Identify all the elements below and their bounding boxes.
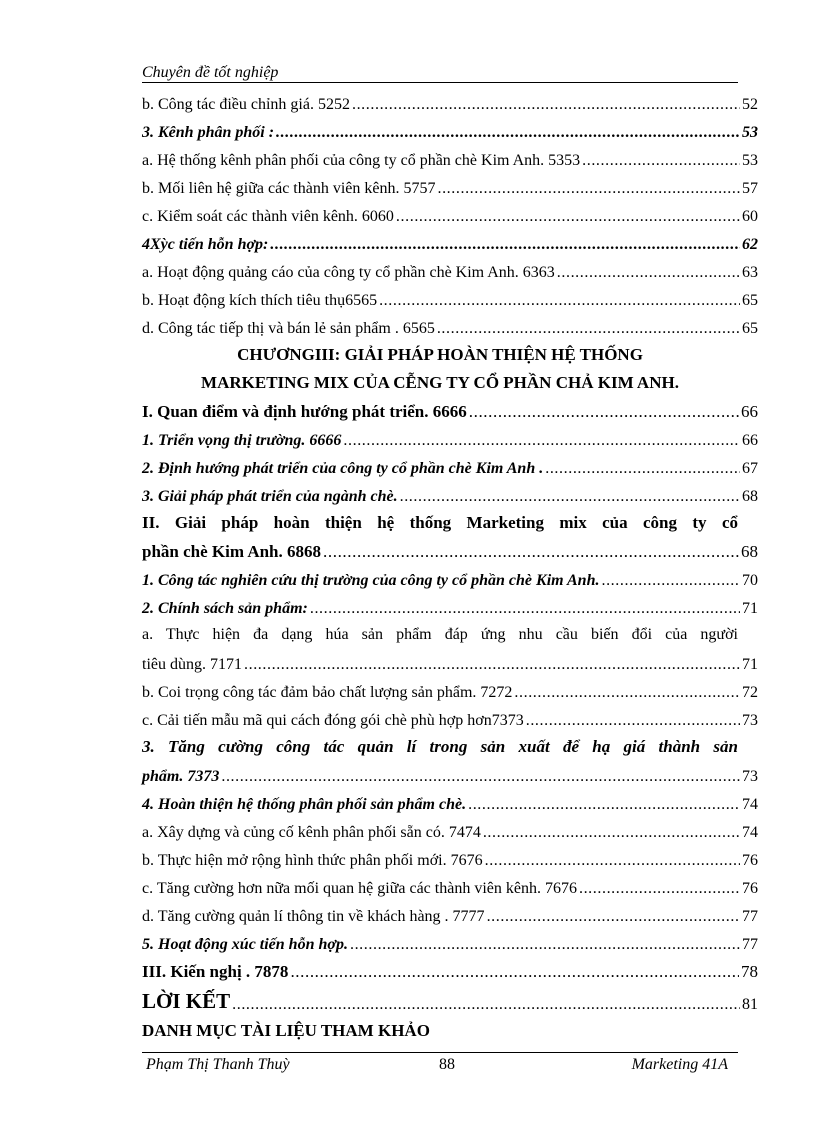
toc-entry <box>142 982 758 1014</box>
toc-entry <box>142 422 758 450</box>
toc-entry <box>142 450 758 478</box>
toc-page-number: 71 <box>742 656 758 673</box>
toc-page-number: 67 <box>742 460 758 477</box>
toc-entry-text: a. Hệ thống kênh phân phối của công ty cổ phần chè Kim Anh. 5353 <box>142 152 581 169</box>
running-header: Chuyên đề tốt nghiệp <box>142 64 738 83</box>
toc-page-number: 66 <box>742 432 758 449</box>
toc-page-number: 68 <box>741 542 758 561</box>
toc-entry <box>142 646 758 674</box>
toc-entry-text: b. Thực hiện mở rộng hình thức phân phối mới. 7676 <box>142 852 483 869</box>
toc-entry-text: d. Tăng cường quản lí thông tin về khách hàng . 7777 <box>142 908 485 925</box>
toc-entry <box>142 562 758 590</box>
toc-entry <box>142 870 758 898</box>
toc-entry <box>142 142 758 170</box>
toc-entry <box>142 842 758 870</box>
toc-entry-text: a. Hoạt động quảng cáo của công ty cổ phần chè Kim Anh. 6363 <box>142 264 555 281</box>
toc-page-number: 74 <box>742 796 758 813</box>
table-of-contents <box>142 86 758 1040</box>
toc-entry-text: LỜI KẾT <box>142 989 231 1013</box>
toc-entry-text: c. Tăng cường hơn nữa mối quan hệ giữa các thành viên kênh. 7676 <box>142 880 577 897</box>
toc-entry-text: c. Cải tiến mẫu mã qui cách đóng gói chè phù hợp hơn7373 <box>142 712 524 729</box>
toc-page-number: 71 <box>742 600 758 617</box>
toc-entry <box>142 226 758 254</box>
toc-entry <box>142 758 758 786</box>
toc-entry-text: 3. Kênh phân phối : <box>142 124 275 141</box>
toc-entry <box>142 282 758 310</box>
footer-course: Marketing 41A <box>631 1056 728 1073</box>
toc-entry-text: a. Xây dựng và củng cố kênh phân phối sẵn có. 7474 <box>142 824 481 841</box>
toc-entry <box>142 310 758 338</box>
toc-entry <box>142 926 758 954</box>
page-footer <box>142 1052 738 1075</box>
toc-entry <box>142 86 758 114</box>
toc-entry-references: DANH MỤC TÀI LIỆU THAM KHẢO <box>142 1021 430 1040</box>
toc-entry-text: 4. Hoàn thiện hệ thống phân phối sản phẩm chè. <box>142 796 467 813</box>
toc-entry-text: b. Hoạt động kích thích tiêu thụ6565 <box>142 292 378 309</box>
toc-page-number: 72 <box>742 684 758 701</box>
toc-entry-text: c. Kiểm soát các thành viên kênh. 6060 <box>142 208 394 225</box>
toc-entry <box>142 590 758 618</box>
toc-entry-text: 2. Định hướng phát triển của công ty cổ phần chè Kim Anh . <box>142 460 544 477</box>
toc-page-number: 53 <box>742 124 758 141</box>
toc-entry-text: 1. Công tác nghiên cứu thị trường của công ty cổ phần chè Kim Anh. <box>142 572 600 589</box>
toc-entry-line-1: II. Giải pháp hoàn thiện hệ thống Marketing mix của công ty cổ <box>142 513 738 532</box>
chapter-title-line-1: CHƯƠNGIII: GIẢI PHÁP HOÀN THIỆN HỆ THỐNG <box>237 345 643 364</box>
toc-entry-line-1: 3. Tăng cường công tác quản lí trong sản xuất để hạ giá thành sản <box>142 737 738 756</box>
chapter-title-line-2: MARKETING MIX CỦA CỄNG TY CỔ PHẦN CHẢ KIM ANH. <box>201 373 679 392</box>
toc-page-number: 65 <box>742 320 758 337</box>
toc-entry <box>142 898 758 926</box>
toc-entry <box>142 254 758 282</box>
footer-page-number: 88 <box>439 1056 455 1073</box>
toc-entry-text: b. Mối liên hệ giữa các thành viên kênh. 5757 <box>142 180 436 197</box>
toc-page-number: 78 <box>741 962 758 981</box>
toc-page-number: 76 <box>742 852 758 869</box>
toc-entry-line-1: a. Thực hiện đa dạng húa sản phẩm đáp ứng nhu cầu biến đổi của người <box>142 626 738 643</box>
toc-entry-text: 4Xỳc tiến hỗn hợp: <box>142 236 269 253</box>
toc-entry-text: b. Công tác điều chỉnh giá. 5252 <box>142 96 350 113</box>
toc-page-number: 60 <box>742 208 758 225</box>
toc-entry <box>142 674 758 702</box>
toc-entry-text: phẩm. 7373 <box>142 768 220 785</box>
toc-entry <box>142 478 758 506</box>
toc-entry-text: I. Quan điểm và định hướng phát triển. 6666 <box>142 402 467 421</box>
toc-page-number: 57 <box>742 180 758 197</box>
toc-entry <box>142 534 758 562</box>
footer-author: Phạm Thị Thanh Thuỳ <box>146 1056 290 1073</box>
toc-page-number: 77 <box>742 908 758 925</box>
toc-entry-text: 3. Giải pháp phát triển của ngành chè. <box>142 488 398 505</box>
toc-page-number: 68 <box>742 488 758 505</box>
toc-entry <box>142 170 758 198</box>
toc-page-number: 65 <box>742 292 758 309</box>
toc-entry <box>142 198 758 226</box>
toc-entry-text: phần chè Kim Anh. 6868 <box>142 542 322 561</box>
toc-page-number: 53 <box>742 152 758 169</box>
toc-entry-text: 1. Triển vọng thị trường. 6666 <box>142 432 342 449</box>
toc-page-number: 77 <box>742 936 758 953</box>
toc-page-number: 62 <box>742 236 758 253</box>
toc-page-number: 76 <box>742 880 758 897</box>
toc-entry-text: 2. Chính sách sản phẩm: <box>142 600 308 617</box>
toc-entry <box>142 954 758 982</box>
toc-page-number: 74 <box>742 824 758 841</box>
toc-entry <box>142 814 758 842</box>
toc-page-number: 73 <box>742 712 758 729</box>
toc-entry <box>142 394 758 422</box>
toc-entry <box>142 786 758 814</box>
toc-entry-text: III. Kiến nghị . 7878 <box>142 962 289 981</box>
toc-page-number: 73 <box>742 768 758 785</box>
toc-entry-text: 5. Hoạt động xúc tiến hỗn hợp. <box>142 936 348 953</box>
toc-page-number: 81 <box>742 996 758 1013</box>
toc-entry <box>142 702 758 730</box>
toc-entry <box>142 114 758 142</box>
toc-page-number: 52 <box>742 96 758 113</box>
toc-page-number: 66 <box>741 402 758 421</box>
toc-entry-text: b. Coi trọng công tác đảm bảo chất lượng sản phẩm. 7272 <box>142 684 513 701</box>
toc-entry-text: tiêu dùng. 7171 <box>142 656 242 673</box>
toc-entry-text: d. Công tác tiếp thị và bán lẻ sản phẩm . 6565 <box>142 320 435 337</box>
toc-page-number: 63 <box>742 264 758 281</box>
toc-page-number: 70 <box>742 572 758 589</box>
